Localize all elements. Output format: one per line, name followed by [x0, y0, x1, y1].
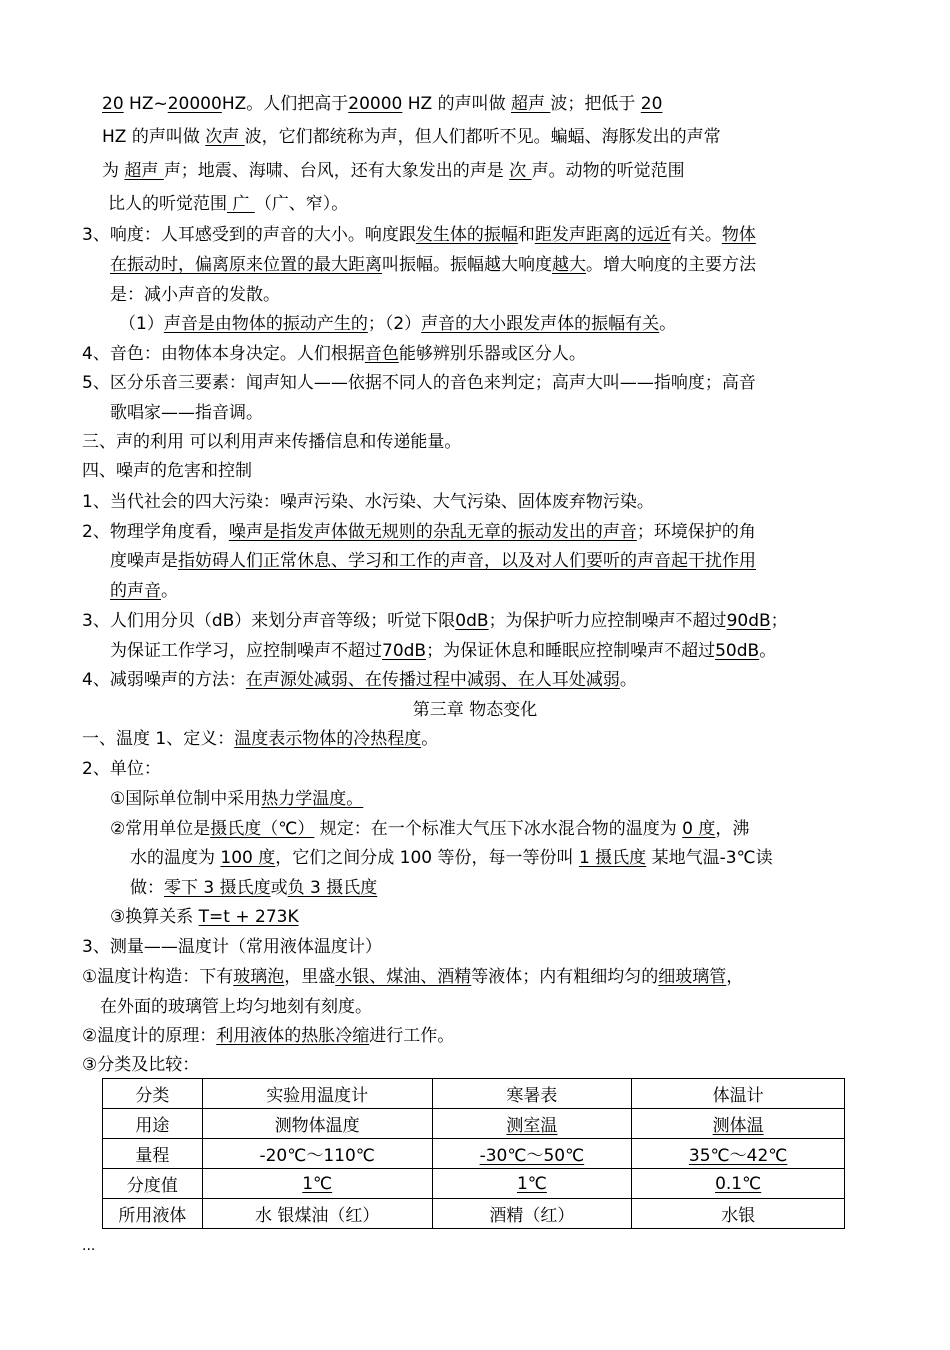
text-segment: 三、声的利用 可以利用声来传播信息和传递能量。 [82, 432, 462, 452]
text-line [82, 932, 382, 962]
text-line [82, 456, 252, 486]
underlined-answer: 负 3 摄氏度 [287, 878, 378, 898]
cell-text: 分度值 [126, 1176, 178, 1196]
cell-text: 35℃～42℃ [688, 1146, 788, 1166]
text-segment: 为 [102, 161, 125, 181]
cell-text: 实验用温度计 [266, 1086, 369, 1106]
text-line [82, 724, 438, 754]
text-line [102, 89, 662, 119]
underlined-answer: 水银、煤油、酒精 [335, 967, 472, 987]
table-cell [202, 1139, 432, 1169]
page-ellipsis: ... [82, 1238, 96, 1254]
cell-text: 水 银煤油（红） [254, 1206, 380, 1226]
cell-text: -30℃～50℃ [479, 1146, 585, 1166]
table-row [103, 1079, 845, 1109]
text-line [110, 280, 280, 310]
underlined-answer: 70dB [382, 641, 427, 661]
text-segment: 某地气温-3℃读 [646, 848, 773, 868]
text-segment: 一、温度 1、定义： [82, 729, 235, 749]
text-line [82, 339, 586, 369]
text-line [102, 122, 721, 152]
cell-text: 用途 [135, 1116, 170, 1136]
text-segment: ①温度计构造：下有 [82, 967, 234, 987]
text-segment: 5、区分乐音三要素：闻声知人——依据不同人的音色来判定；高声大叫——指响度；高音 [82, 373, 756, 393]
text-line [110, 784, 363, 814]
table-cell [632, 1199, 845, 1229]
text-segment: 。 [161, 581, 178, 601]
underlined-answer: 次 [509, 161, 532, 181]
text-line [82, 665, 637, 695]
text-line [110, 546, 756, 576]
row-header-cell [103, 1139, 203, 1169]
cell-text: -20℃～110℃ [259, 1146, 375, 1166]
underlined-answer: 物体 [721, 225, 756, 245]
text-segment: ②温度计的原理： [82, 1026, 217, 1046]
text-line [130, 843, 773, 873]
underlined-answer: 在声源处减弱、在传播过程中减弱、在人耳处减弱 [245, 670, 620, 690]
text-segment: 声；地震、海啸、台风，还有大象发出的声是 [163, 161, 510, 181]
text-segment: ；为保证休息和睡眠应控制噪声不超过 [426, 641, 716, 661]
table-cell [202, 1109, 432, 1139]
row-header-cell [103, 1199, 203, 1229]
table-row [103, 1199, 845, 1229]
underlined-answer: 在振动时，偏离原来位置的最大距离 [110, 255, 382, 275]
text-segment: ③换算关系 [110, 907, 199, 927]
underlined-answer: 热力学温度。 [261, 789, 364, 809]
text-segment: 水的温度为 [130, 848, 221, 868]
text-segment: ，它们之间分成 100 等份，每一等份叫 [275, 848, 579, 868]
row-header-cell [103, 1169, 203, 1199]
table-cell [202, 1079, 432, 1109]
row-header-cell [103, 1109, 203, 1139]
text-line [82, 487, 654, 517]
underlined-answer: 噪声是指发声体做无规则的杂乱无章的振动发出的声音 [228, 522, 637, 542]
underlined-answer: 0 度 [682, 819, 716, 839]
text-segment: ；（2） [367, 314, 422, 334]
underlined-answer: 100 度 [220, 848, 276, 868]
text-segment: ①国际单位制中采用 [110, 789, 262, 809]
text-line [119, 309, 676, 339]
text-segment: 3、响度：人耳感受到的声音的大小。响度跟 [82, 225, 416, 245]
text-segment: 第三章 物态变化 [412, 700, 538, 720]
cell-text: 1℃ [302, 1173, 333, 1194]
text-segment: （1） [119, 314, 164, 334]
text-segment: 波；把低于 [550, 94, 641, 114]
table-cell [202, 1199, 432, 1229]
row-header-cell [103, 1079, 203, 1109]
text-segment: ；为保护听力应控制噪声不超过 [488, 611, 727, 631]
text-segment: 。 [421, 729, 439, 749]
table-cell [432, 1109, 632, 1139]
text-segment: 度噪声是 [110, 551, 178, 571]
cell-text: 测体温 [712, 1116, 764, 1136]
underlined-answer: 20000 [167, 94, 222, 114]
text-line [102, 156, 685, 186]
chapter-heading [0, 695, 950, 725]
text-segment: 等液体；内有粗细均匀的 [471, 967, 659, 987]
text-line [110, 398, 263, 428]
text-line [82, 427, 461, 457]
table-cell [432, 1169, 632, 1199]
text-segment: 四、噪声的危害和控制 [82, 461, 252, 481]
text-segment: 。增大响度的主要方法 [586, 255, 756, 275]
underlined-answer: 50dB [715, 641, 760, 661]
underlined-answer: 超声 [510, 94, 551, 114]
cell-text: 测室温 [506, 1116, 558, 1136]
underlined-answer: 20 [102, 94, 124, 114]
text-segment: ，里盛 [284, 967, 336, 987]
text-segment: 比人的听觉范围 [108, 194, 227, 214]
table-cell [632, 1079, 845, 1109]
underlined-answer: 0dB [455, 611, 489, 631]
cell-text: 测物体温度 [274, 1116, 360, 1136]
text-segment: 和 [517, 225, 535, 245]
underlined-answer: 零下 3 摄氏度 [164, 878, 271, 898]
text-segment: 做： [130, 878, 164, 898]
underlined-answer: T=t + 273K [198, 907, 299, 927]
text-segment: 进行工作。 [369, 1026, 455, 1046]
cell-text: 0.1℃ [715, 1173, 762, 1194]
table-cell [202, 1169, 432, 1199]
text-line [110, 250, 756, 280]
text-segment: 1、当代社会的四大污染：噪声污染、水污染、大气污染、固体废弃物污染。 [82, 492, 654, 512]
underlined-answer: 发生体的振幅 [415, 225, 518, 245]
text-segment: 歌唱家——指音调。 [110, 403, 263, 423]
underlined-answer: 越大 [552, 255, 586, 275]
text-line [82, 962, 743, 992]
text-segment: ， [726, 967, 744, 987]
text-line [82, 1050, 199, 1080]
text-segment: 在外面的玻璃管上均匀地刻有刻度。 [100, 997, 372, 1017]
text-line [82, 754, 161, 784]
underlined-answer: 1 摄氏度 [578, 848, 647, 868]
text-segment: ；环境保护的角 [636, 522, 756, 542]
underlined-answer: 摄氏度（℃） [210, 819, 315, 839]
underlined-answer: 温度表示物体的冷热程度 [234, 729, 422, 749]
text-segment: 或 [270, 878, 288, 898]
text-segment: ③分类及比较： [82, 1055, 200, 1075]
text-segment: 有关。 [670, 225, 722, 245]
underlined-answer: 广 [227, 194, 255, 214]
underlined-answer: 声音是由物体的振动产生的 [163, 314, 368, 334]
text-segment: 4、减弱噪声的方法： [82, 670, 246, 690]
text-segment: 。 [659, 314, 677, 334]
cell-text: 量程 [135, 1146, 170, 1166]
text-segment: 为保证工作学习，应控制噪声不超过 [110, 641, 382, 661]
underlined-answer: 次声 [205, 127, 245, 147]
text-segment: 波，它们都统称为声，但人们都听不见。蝙蝠、海豚发出的声常 [244, 127, 721, 147]
text-segment: 。 [759, 641, 777, 661]
text-segment: （广、窄）。 [254, 194, 349, 214]
table-cell [432, 1079, 632, 1109]
cell-text: 分类 [135, 1086, 170, 1106]
text-line [82, 517, 756, 547]
text-line [130, 873, 377, 903]
text-line [100, 992, 372, 1022]
underlined-answer: 音色 [364, 344, 399, 364]
text-line [82, 606, 788, 636]
table-cell [632, 1109, 845, 1139]
table-row [103, 1169, 845, 1199]
text-segment: ②常用单位是 [110, 819, 211, 839]
underlined-answer: 距发声距离的远近 [534, 225, 671, 245]
text-segment: ，沸 [715, 819, 750, 839]
underlined-answer: 超声 [124, 161, 164, 181]
text-line [82, 1021, 454, 1051]
thermometer-comparison-table [102, 1078, 845, 1229]
underlined-answer: 20000 [348, 94, 403, 114]
text-line [110, 814, 749, 844]
cell-text: 1℃ [516, 1173, 547, 1194]
underlined-answer: 声音的大小跟发声体的振幅有关 [421, 314, 660, 334]
text-segment: 声。动物的听觉范围 [531, 161, 685, 181]
text-segment: 2、单位： [82, 759, 161, 779]
table-row [103, 1139, 845, 1169]
underlined-answer: 20 [640, 94, 663, 114]
text-segment: HZ 的声叫做 [102, 127, 206, 147]
cell-text: 寒暑表 [506, 1086, 558, 1106]
text-line [82, 220, 756, 250]
text-segment: 3、测量——温度计（常用液体温度计） [82, 937, 382, 957]
text-line [108, 189, 348, 219]
text-line [110, 636, 776, 666]
text-segment: 规定：在一个标准大气压下冰水混合物的温度为 [314, 819, 683, 839]
underlined-answer: 细玻璃管 [658, 967, 727, 987]
cell-text: 体温计 [712, 1086, 764, 1106]
underlined-answer: 利用液体的热胀冷缩 [216, 1026, 370, 1046]
underlined-answer: 90dB [726, 611, 771, 631]
table-row [103, 1109, 845, 1139]
text-line [82, 368, 756, 398]
text-segment: 3、人们用分贝（dB）来划分声音等级；听觉下限 [82, 611, 456, 631]
text-line [110, 576, 178, 606]
text-segment: 2、物理学角度看， [82, 522, 229, 542]
text-segment: HZ。人们把高于 [221, 94, 349, 114]
underlined-answer: 玻璃泡 [233, 967, 285, 987]
text-line [110, 902, 299, 932]
table-cell [632, 1169, 845, 1199]
text-segment: ； [770, 611, 788, 631]
text-segment: 。 [619, 670, 637, 690]
table-cell [432, 1139, 632, 1169]
table-cell [632, 1139, 845, 1169]
text-segment: 叫振幅。振幅越大响度 [382, 255, 552, 275]
text-segment: 4、音色：由物体本身决定。人们根据 [82, 344, 365, 364]
cell-text: 酒精（红） [489, 1206, 575, 1226]
table-cell [432, 1199, 632, 1229]
text-segment: HZ 的声叫做 [402, 94, 511, 114]
underlined-answer: 指妨碍人们正常休息、学习和工作的声音，以及对人们要听的声音起干扰作用 [178, 551, 756, 571]
cell-text: 水银 [721, 1206, 756, 1226]
text-segment: HZ~ [123, 94, 168, 114]
text-segment: 是：减小声音的发散。 [110, 285, 280, 305]
text-segment: 能够辨别乐器或区分人。 [398, 344, 586, 364]
cell-text: 所用液体 [118, 1206, 187, 1226]
underlined-answer: 的声音 [110, 581, 161, 601]
